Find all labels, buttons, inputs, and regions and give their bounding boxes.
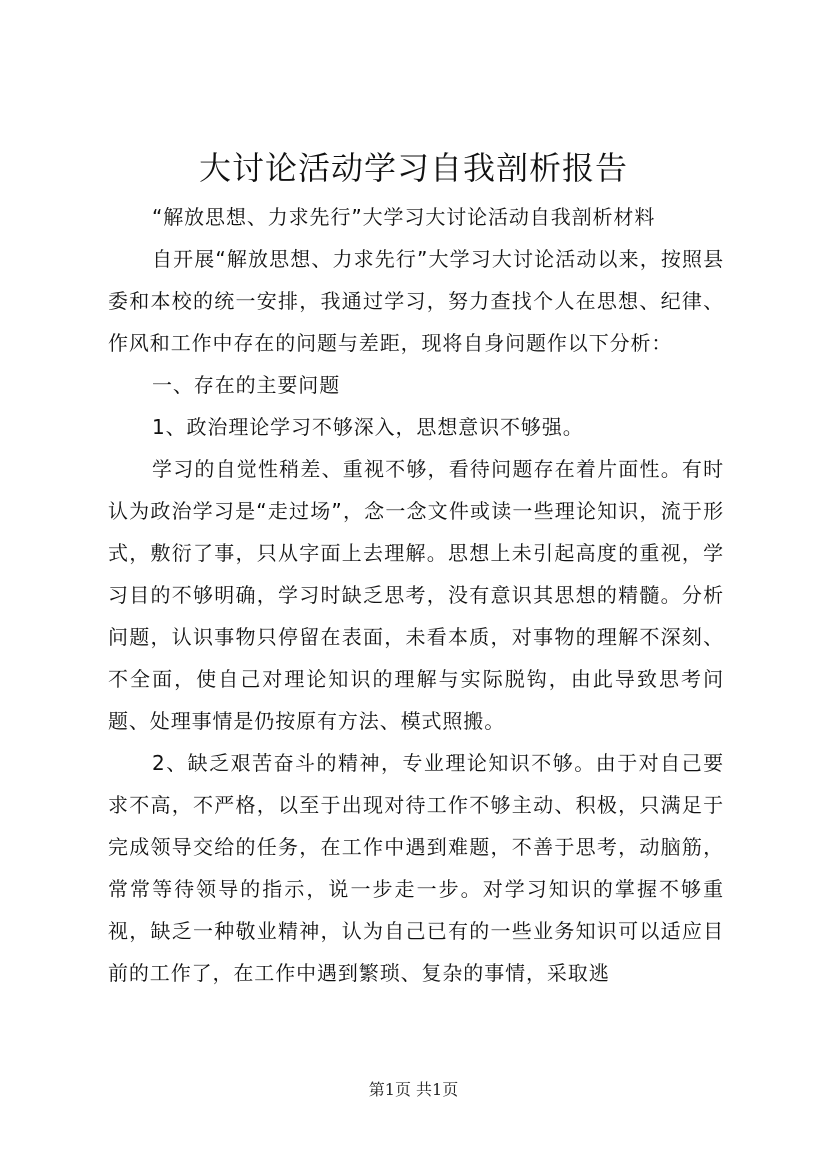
- document-body: [108, 196, 724, 994]
- body-paragraph-1: 学习的自觉性稍差、重视不够，看待问题存在着片面性。有时认为政治学习是“走过场”，念一念文件或读一些理论知识，流于形式，敷衍了事，只从字面上去理解。思想上未引起高度的重视，学习目的不够明确，学习时缺乏思考，没有意识其思想的精髓。分析问题，认识事物只停留在表面，未看本质，对事物的理解不深刻、不全面，使自己对理论知识的理解与实际脱钩，由此导致思考问题、处理事情是仍按原有方法、模式照搬。: [108, 457, 724, 733]
- subsection-heading-1: 1、政治理论学习不够深入，思想意识不够强。: [152, 415, 584, 439]
- document-title: 大讨论活动学习自我剖析报告: [198, 149, 628, 187]
- intro-paragraph: 自开展“解放思想、力求先行”大学习大讨论活动以来，按照县委和本校的统一安排，我通过学习，努力查找个人在思想、纪律、作风和工作中存在的问题与差距，现将自身问题作以下分析：: [108, 247, 724, 355]
- page-footer: 第1页 共1页: [368, 1080, 459, 1099]
- section-heading: 一、存在的主要问题: [152, 373, 341, 397]
- subtitle-paragraph: “解放思想、力求先行”大学习大讨论活动自我剖析材料: [152, 205, 656, 229]
- body-paragraph-2: 2、缺乏艰苦奋斗的精神，专业理论知识不够。由于对自己要求不高，不严格，以至于出现对待工作不够主动、积极，只满足于完成领导交给的任务，在工作中遇到难题，不善于思考，动脑筋，常常等待领导的指示，说一步走一步。对学习知识的掌握不够重视，缺乏一种敬业精神，认为自己已有的一些业务知识可以适应目前的工作了，在工作中遇到繁琐、复杂的事情，采取逃: [108, 751, 724, 985]
